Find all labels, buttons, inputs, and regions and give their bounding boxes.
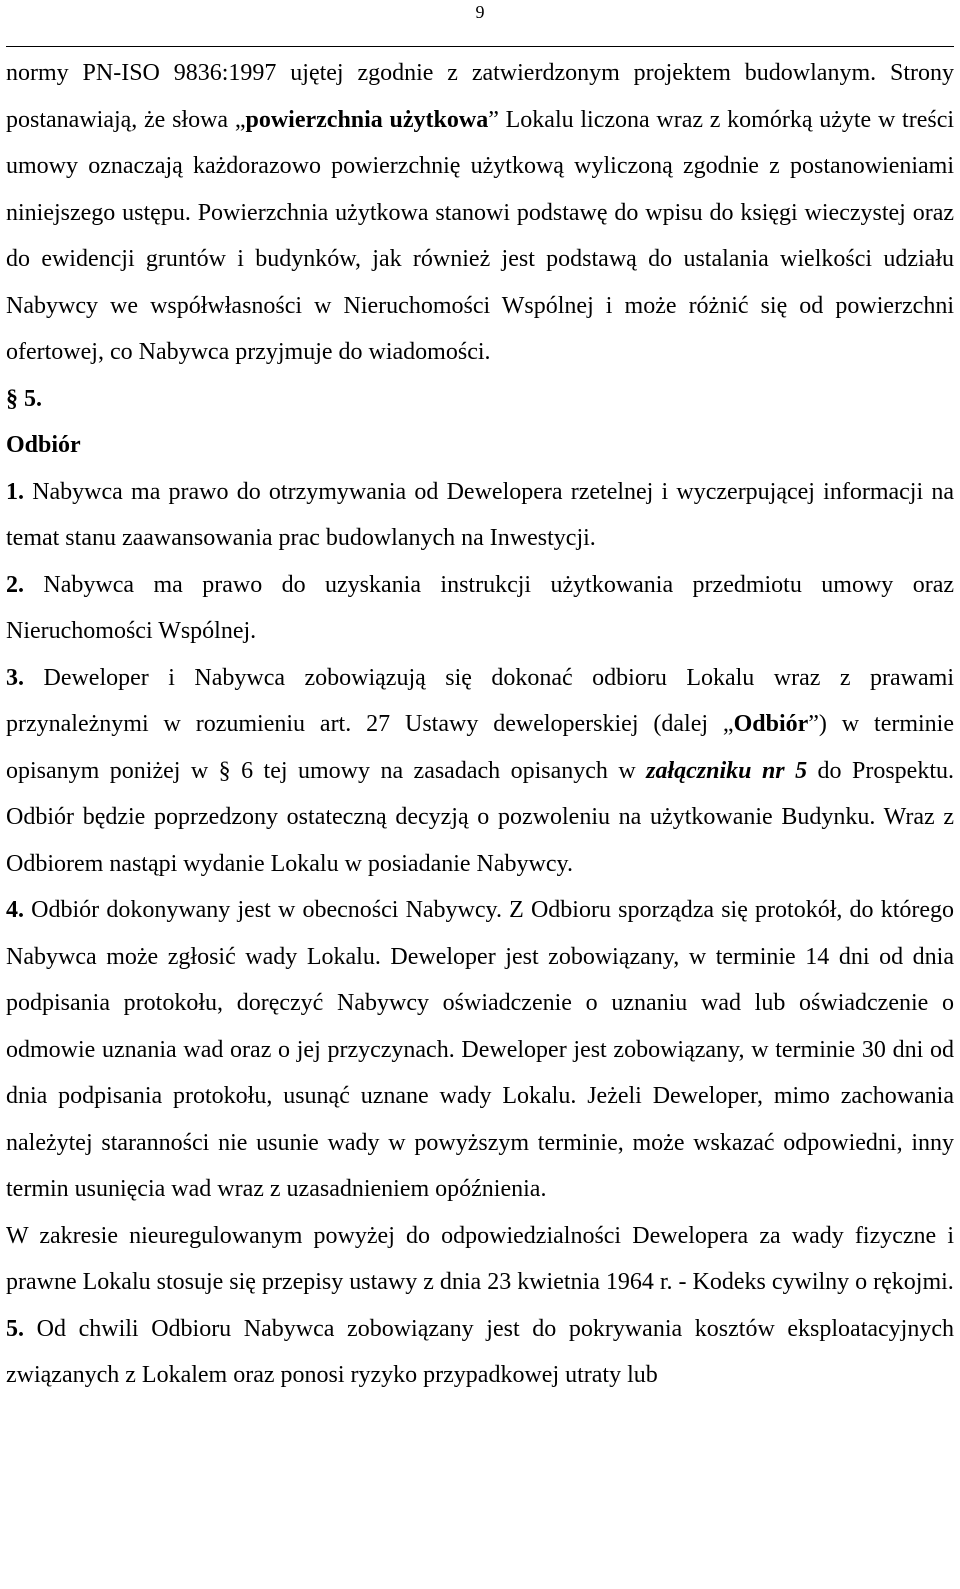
clause-4-warranty: W zakresie nieuregulowanym powyżej do odpowiedzialności Dewelopera za wady fizyczne i prawne Lokalu stosuje się przepisy ustawy z dnia 23 kwietnia 1964 r. - Kodeks cywilny o rękojmi. bbox=[6, 1222, 954, 1295]
clause-number: 1. bbox=[6, 478, 24, 505]
header-rule bbox=[6, 46, 954, 47]
clause-1 bbox=[6, 469, 954, 562]
text: normy PN-ISO 9836:1997 ujętej zgodnie z zatwierdzonym projektem budowlanym. Strony postanawiają, że słowa „ bbox=[6, 60, 954, 133]
clause-number: 3. bbox=[6, 664, 24, 691]
clause-text: Nabywca ma prawo do otrzymywania od Dewelopera rzetelnej i wyczerpującej informacji na temat stanu zaawansowania prac budowlanych na Inwestycji. bbox=[6, 478, 954, 551]
bold-term: powierzchnia użytkowa bbox=[245, 106, 489, 133]
section-number: § 5. bbox=[6, 385, 42, 412]
clause-text: do Prospektu. Odbiór będzie poprzedzony ostateczną decyzją o pozwoleniu na użytkowanie Budynku. Wraz z Odbiorem nastąpi wydanie Lokalu w posiadanie Nabywcy. bbox=[6, 757, 954, 877]
clause-text: Deweloper i Nabywca zobowiązują się dokonać odbioru Lokalu wraz z prawami przynależnymi w rozumieniu art. 27 Ustawy deweloperskiej (dalej „ bbox=[6, 664, 954, 737]
bold-italic-reference: załączniku nr 5 bbox=[646, 757, 808, 784]
clause-4 bbox=[6, 887, 954, 1213]
clause-5 bbox=[6, 1306, 954, 1399]
bold-term: Odbiór bbox=[733, 711, 809, 737]
clause-number: 4. bbox=[6, 897, 24, 923]
paragraph-surface-definition bbox=[6, 50, 954, 376]
clause-number: 2. bbox=[6, 571, 24, 598]
text: ” Lokalu liczona wraz z komórką użyte w treści umowy oznaczają każdorazowo powierzchnię użytkową wyliczoną zgodnie z postanowieniami niniejszego ustępu. Powierzchnia użytkowa stanowi podstawę do wpisu do księgi wieczystej oraz do ewidencji gruntów i budynków, jak również jest podstawą do ustalania wielkości udziału Nabywcy we współwłasności w Nieruchomości Wspólnej i może różnić się od powierzchni ofertowej, co Nabywca przyjmuje do wiadomości. bbox=[6, 106, 955, 365]
clause-text: Od chwili Odbioru Nabywca zobowiązany jest do pokrywania kosztów eksploatacyjnych związanych z Lokalem oraz ponosi ryzyko przypadkowej utraty lub bbox=[6, 1315, 954, 1388]
clause-number: 5. bbox=[6, 1315, 24, 1342]
clause-3 bbox=[6, 655, 954, 888]
clause-text: ”) w terminie opisanym poniżej w § 6 tej umowy na zasadach opisanych w bbox=[6, 711, 954, 784]
page-number: 9 bbox=[475, 2, 485, 22]
document-body bbox=[6, 50, 954, 1399]
clause-2 bbox=[6, 562, 954, 655]
clause-text: Nabywca ma prawo do uzyskania instrukcji użytkowania przedmiotu umowy oraz Nieruchomości Wspólnej. bbox=[6, 571, 954, 644]
section-title: Odbiór bbox=[6, 432, 81, 458]
clause-text: Odbiór dokonywany jest w obecności Nabywcy. Z Odbioru sporządza się protokół, do którego Nabywca może zgłosić wady Lokalu. Deweloper jest zobowiązany, w terminie 14 dni od dnia podpisania protokołu, doręczyć Nabywcy oświadczenie o uznaniu wad lub oświadczenie o odmowie uznania wad oraz o jej przyczynach. Deweloper jest zobowiązany, w terminie 30 dni od dnia podpisania protokołu, usunąć uznane wady Lokalu. Jeżeli Deweloper, mimo zachowania należytej staranności nie usunie wady w powyższym terminie, może wskazać odpowiedni, inny termin usunięcia wad wraz z uzasadnieniem opóźnienia. bbox=[6, 897, 954, 1202]
